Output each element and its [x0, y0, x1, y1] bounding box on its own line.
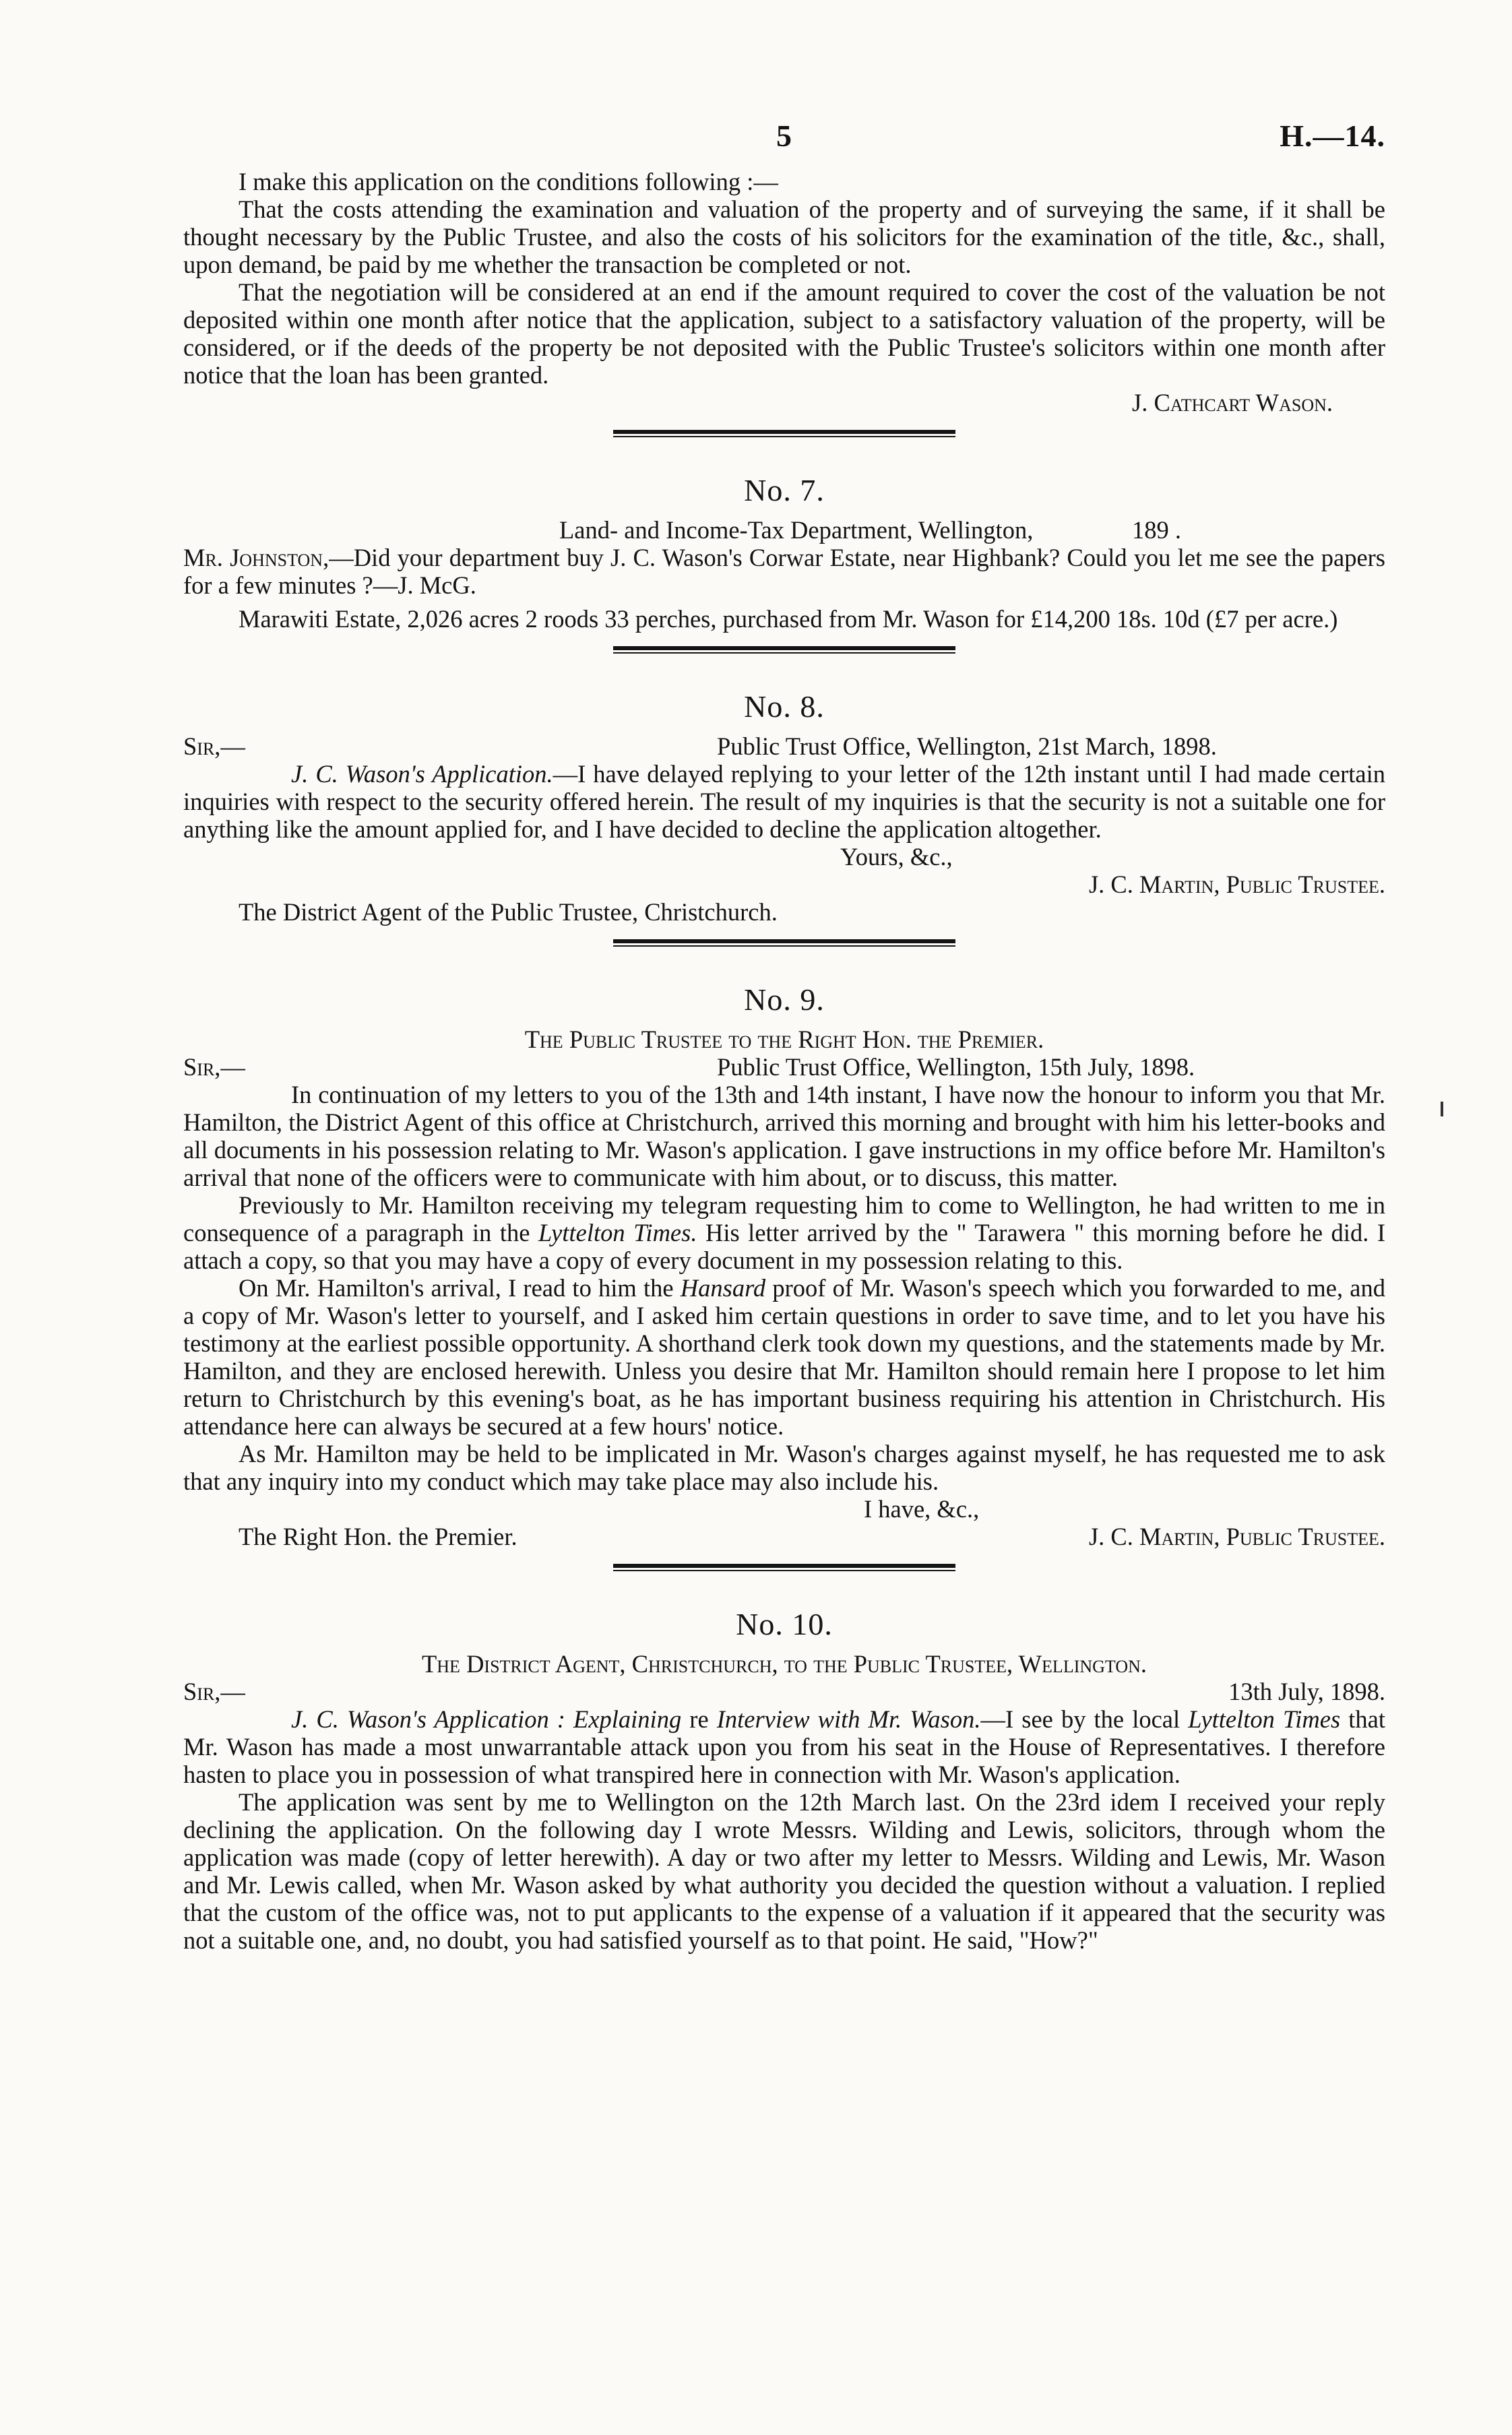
no9-salutation-line — [183, 1053, 1385, 1081]
no9-closing: I have, &c., — [864, 1495, 980, 1523]
no8-signature: J. C. Martin, Public Trustee. — [1088, 871, 1385, 898]
no10-heading: The District Agent, Christchurch, to the Public Trustee, Wellington. — [421, 1650, 1147, 1678]
no10-salutation: Sir,— — [183, 1678, 245, 1705]
section-divider — [613, 939, 955, 947]
no10-p1-text-a: —I see by the local — [980, 1705, 1189, 1733]
no9-heading: The Public Trustee to the Right Hon. the Premier. — [524, 1025, 1044, 1053]
page-number: 5 — [776, 119, 792, 153]
no8-signature-line — [183, 871, 1385, 898]
no9-p2-text-a: Previously to Mr. Hamilton receiving my telegram requesting him to come to Wellington, he had written to me in consequence of a paragraph in the — [183, 1191, 1385, 1246]
condition-costs: That the costs attending the examination and valuation of the property and of surveying the same, if it shall be thought necessary by the Public Trustee, and also the costs of his solicitors for the examination of the title, &c., shall, upon demand, be paid by me whether the transaction be completed or not. — [183, 195, 1385, 278]
no9-paragraph-4: As Mr. Hamilton may be held to be implicated in Mr. Wason's charges against myself, he has requested me to ask that any inquiry into my conduct which may take place may also include his. — [183, 1440, 1385, 1495]
no8-body: —I have delayed replying to your letter of the 12th instant until I had made certain inquiries with respect to the security offered herein. The result of my inquiries is that the security is not a suitable one for anything like the amount applied for, and I have decided to decline the application altogether. — [183, 760, 1386, 843]
no10-p1-text-b: that Mr. Wason has made a most unwarrantable attack upon you from his seat in the House of Representatives. I therefore hasten to place you in possession of what transpired here in connection with Mr. Wason's application. — [183, 1705, 1386, 1788]
no7-addressee: Mr. Johnston, — [183, 544, 329, 571]
no9-p2-text-b: His letter arrived by the " Tarawera " this morning before he did. I attach a copy, so that you may have a copy of every document in my possession relating to this. — [183, 1219, 1385, 1274]
intro-signature: J. Cathcart Wason. — [1132, 389, 1333, 416]
no10-subject-a: J. C. Wason's Application : Explaining — [291, 1705, 682, 1733]
no10-salutation-line — [183, 1678, 1385, 1705]
no9-paragraph-1: In continuation of my letters to you of the 13th and 14th instant, I have now the honour to inform you that Mr. Hamilton, the District Agent of this office at Christchurch, arrived this morning and brought with him his letter-books and all documents in his possession relating to Mr. Wason's application. I gave instructions in my office before Mr. Hamilton's arrival that none of the officers were to communicate with him about, or to discuss, this matter. — [183, 1081, 1385, 1191]
no7-year: 189 . — [1132, 516, 1181, 544]
no10-subject-re: re — [681, 1705, 717, 1733]
no10-paragraph-2: The application was sent by me to Wellington on the 12th March last. On the 23rd idem I received your reply declining the application. On the following day I wrote Messrs. Wilding and Lewis, solicitors, through whom the application was made (copy of letter herewith). A day or two after my letter to Messrs. Wilding and Lewis, Mr. Wason and Mr. Lewis called, when Mr. Wason asked by what authority you decided the question without a valuation. I replied that the custom of the office was, not to put applicants to the expense of a valuation if it appeared that the security was not a suitable one, and, no doubt, you had satisfied yourself as to that point. He said, "How?" — [183, 1788, 1385, 1954]
intro-lead: I make this application on the conditions following :— — [239, 168, 778, 195]
section-divider — [613, 646, 955, 654]
no7-memo — [183, 544, 1385, 599]
no9-paragraph-3 — [183, 1274, 1385, 1440]
no8-closing: Yours, &c., — [840, 843, 953, 871]
no9-signature: J. C. Martin, Public Trustee. — [1088, 1523, 1385, 1550]
no9-signature-line — [183, 1523, 1385, 1550]
no10-paragraph-1 — [183, 1705, 1385, 1788]
section-divider — [613, 430, 955, 437]
document-page — [183, 118, 1385, 1954]
scan-mark — [1441, 1102, 1443, 1116]
no7-department: Land- and Income-Tax Department, Wellington, — [559, 516, 1034, 544]
no7-note: Marawiti Estate, 2,026 acres 2 roods 33 perches, purchased from Mr. Wason for £14,200 18s. 10d (£7 per acre.) — [239, 605, 1338, 633]
no8-closing-line — [183, 843, 1385, 871]
no8-body-paragraph — [183, 760, 1385, 843]
page-header — [183, 118, 1385, 168]
no8-place-date: Public Trust Office, Wellington, 21st March, 1898. — [717, 732, 1217, 760]
no10-p1-newspaper: Lyttelton Times — [1188, 1705, 1341, 1733]
no10-date: 13th July, 1898. — [1228, 1678, 1385, 1705]
condition-negotiation: That the negotiation will be considered at an end if the amount required to cover the cost of the valuation be not deposited within one month after notice that the application, subject to a satisfactory valuation of the property, will be considered, or if the deeds of the property be not deposited with the Public Trustee's solicitors within one month after notice that the loan has been granted. — [183, 278, 1385, 389]
section-number-8: No. 8. — [744, 689, 825, 724]
no9-recipient: The Right Hon. the Premier. — [239, 1523, 517, 1550]
section-number-7: No. 7. — [744, 473, 825, 507]
no8-recipient-line — [183, 898, 1385, 926]
no9-p3-text-b: proof of Mr. Wason's speech which you forwarded to me, and a copy of Mr. Wason's letter to yourself, and I asked him certain questions in order to save time, and to let you have his testimony at the earliest possible opportunity. A shorthand clerk took down my questions, and the statements made by Mr. Hamilton, and they are enclosed herewith. Unless you desire that Mr. Hamilton should remain here I propose to let him return to Christchurch by this evening's boat, as he has important business requiring his attention in Christchurch. His attendance here can always be secured at a few hours' notice. — [183, 1274, 1385, 1440]
no9-p3-hansard: Hansard — [680, 1274, 766, 1302]
section-divider — [613, 1564, 955, 1571]
no9-place-date: Public Trust Office, Wellington, 15th July, 1898. — [717, 1053, 1195, 1081]
no7-body: —Did your department buy J. C. Wason's Corwar Estate, near Highbank? Could you let me see the papers for a few minutes ?—J. McG. — [183, 544, 1385, 599]
no10-subject-b: Interview with Mr. Wason. — [716, 1705, 981, 1733]
no9-p2-newspaper: Lyttelton Times. — [538, 1219, 697, 1246]
no9-salutation: Sir,— — [183, 1053, 245, 1081]
no8-salutation: Sir,— — [183, 732, 245, 760]
no8-subject: J. C. Wason's Application. — [291, 760, 553, 788]
document-reference: H.—14. — [1280, 119, 1385, 153]
no9-closing-line — [183, 1495, 1385, 1523]
no9-p3-text-a: On Mr. Hamilton's arrival, I read to him the — [239, 1274, 681, 1302]
no9-paragraph-2 — [183, 1191, 1385, 1274]
no8-recipient: The District Agent of the Public Trustee, Christchurch. — [239, 898, 778, 926]
section-number-10: No. 10. — [736, 1607, 833, 1641]
no8-salutation-line — [183, 732, 1385, 760]
no7-dept-line — [183, 516, 1385, 544]
section-number-9: No. 9. — [744, 982, 825, 1017]
